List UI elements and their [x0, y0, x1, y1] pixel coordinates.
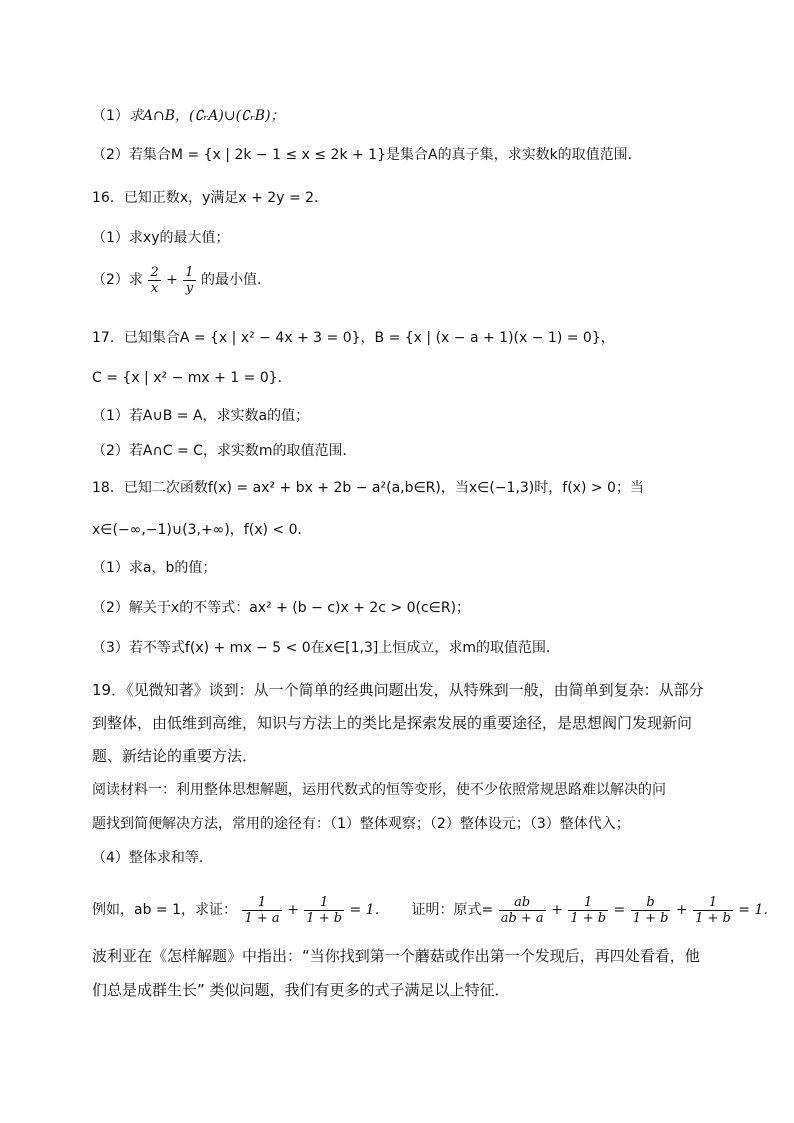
fraction [242, 895, 281, 926]
q18-stem: 18．已知二次函数f(x) = ax² + bx + 2b − a²(a,b∈R)，当x∈(−1,3)时，f(x) > 0；当 [92, 480, 644, 496]
numerator: 1 [693, 895, 733, 911]
reading-1-line3: （4）整体求和等． [92, 850, 213, 866]
numerator: 1 [304, 895, 344, 911]
fraction-1-over-y [183, 265, 195, 296]
q18-stem-cont: x∈(−∞,−1)∪(3,+∞)，f(x) < 0． [92, 522, 312, 538]
proof-label: 证明：原式= [411, 902, 494, 918]
denominator: ab + a [500, 910, 544, 926]
plus-sign: + [287, 902, 299, 918]
q17-stem-cont: C = {x | x² − mx + 1 = 0}． [92, 370, 292, 386]
part-number: （1） [92, 108, 129, 124]
fraction [693, 895, 733, 926]
denominator: 1 + a [244, 910, 280, 926]
equals-sign: = [613, 902, 626, 918]
fraction [568, 895, 608, 926]
fraction-2-over-x [148, 265, 160, 296]
numerator: b [631, 895, 671, 911]
q18-part3: （3）若不等式f(x) + mx − 5 < 0在x∈[1,3]上恒成立，求m的取值范围． [92, 640, 560, 656]
fraction [499, 895, 546, 926]
part-text: 求A∩B，(∁ᵣA)∪(∁ᵣB)； [128, 108, 285, 124]
numerator: ab [499, 895, 546, 911]
q19-line1: 19．《见微知著》谈到：从一个简单的经典问题出发，从特殊到一般，由简单到复杂：从部分 [92, 681, 704, 699]
q15-part1 [92, 106, 712, 126]
reading-1-line2: 题找到简便解决方法，常用的途径有：（1）整体观察；（2）整体设元；（3）整体代入； [92, 816, 630, 832]
numerator: 1 [185, 264, 194, 280]
fraction [304, 895, 344, 926]
equals-text: = 1． [738, 902, 778, 918]
denominator: 1 + b [570, 910, 607, 926]
part-text: （2）求 [92, 272, 143, 288]
equals-text: = 1． [349, 902, 389, 918]
example-text: 例如，ab = 1，求证： [92, 902, 238, 918]
fraction [631, 895, 671, 926]
q17-part1: （1）若A∪B = A，求实数a的值； [92, 408, 310, 424]
q17-part2: （2）若A∩C = C，求实数m的取值范围． [92, 443, 357, 459]
numerator: 1 [568, 895, 608, 911]
part-text: 若集合M = {x | 2k − 1 ≤ x ≤ 2k + 1}是集合A的真子集，求实数k的取值范围． [128, 147, 642, 163]
example-line [92, 890, 778, 930]
polya-line2: 们总是成群生长” 类似问题，我们有更多的式子满足以上特征． [92, 981, 510, 999]
q16-part1: （1）求xy的最大值； [92, 230, 230, 246]
denominator: 1 + b [306, 910, 343, 926]
plus-sign: + [675, 902, 688, 918]
polya-line1: 波利亚在《怎样解题》中指出：“当你找到第一个蘑菇或作出第一个发现后，再四处看看，他 [92, 947, 700, 965]
denominator: x [150, 280, 159, 296]
denominator: 1 + b [695, 910, 731, 926]
reading-1-line1: 阅读材料一：利用整体思想解题，运用代数式的恒等变形，使不少依照常规思路难以解决的问 [92, 782, 666, 798]
numerator: 1 [242, 895, 281, 911]
q16-stem: 16．已知正数x，y满足x + 2y = 2． [92, 190, 329, 206]
q19-line2: 到整体，由低维到高维，知识与方法上的类比是探索发展的重要途径，是思想阀门发现新问 [92, 714, 693, 732]
q18-part2: （2）解关于x的不等式：ax² + (b − c)x + 2c > 0(c∈R)； [92, 600, 471, 616]
denominator: y [185, 280, 194, 296]
q18-part1: （1）求a，b的值； [92, 560, 217, 576]
part-number: （2） [92, 147, 129, 163]
numerator: 2 [150, 264, 159, 280]
q16-part2 [92, 262, 712, 298]
q15-part2 [92, 145, 712, 165]
q19-line3: 题、新结论的重要方法． [92, 747, 258, 765]
part-text: 的最小值. [201, 272, 262, 288]
denominator: 1 + b [632, 910, 669, 926]
q17-stem: 17．已知集合A = {x | x² − 4x + 3 = 0}，B = {x | (x − a + 1)(x − 1) = 0}， [92, 330, 615, 346]
plus-sign: + [551, 902, 563, 918]
plus-sign: + [166, 272, 178, 288]
